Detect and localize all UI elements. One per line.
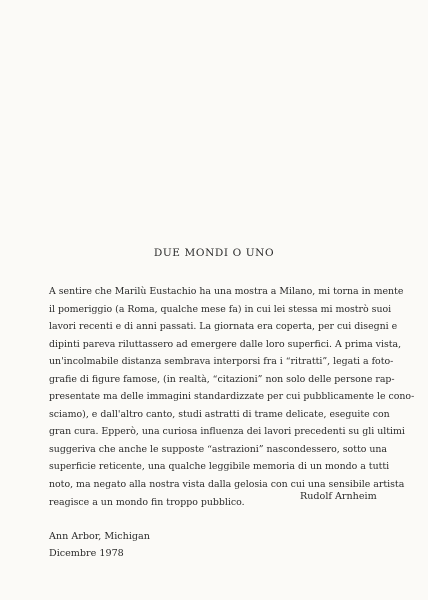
place-line: Ann Arbor, Michigan (49, 531, 150, 542)
paragraph-line: suggeriva che anche le supposte “astrazioni” nascondessero, sotto una (49, 443, 388, 455)
paragraph-line: A sentire che Marilù Eustachio ha una mostra a Milano, mi torna in mente (49, 286, 404, 297)
page-title: DUE MONDI O UNO (153, 247, 275, 259)
body-paragraph (49, 283, 415, 511)
paragraph-line: noto, ma negato alla nostra vista dalla gelosia con cui una sensibile artista (49, 479, 405, 491)
paragraph-line: lavori recenti e di anni passati. La giornata era coperta, per cui disegni e (49, 321, 398, 333)
author-signature: Rudolf Arnheim (300, 491, 377, 502)
paragraph-line: sciamo), e dall'altro canto, studi astratti di trame delicate, eseguite con (49, 408, 390, 420)
date-line: Dicembre 1978 (49, 548, 124, 559)
paragraph-line: il pomeriggio (a Roma, qualche mese fa) in cui lei stessa mi mostrò suoi (49, 303, 392, 315)
paragraph-line: un'incolmabile distanza sembrava interporsi fra i “ritratti”, legati a foto- (49, 356, 394, 368)
paragraph-line: dipinti pareva riluttassero ad emergere dalle loro superfici. A prima vista, (49, 338, 402, 350)
paragraph-line: superficie reticente, una qualche leggibile memoria di un mondo a tutti (49, 461, 390, 473)
paragraph-line: reagisce a un mondo fin troppo pubblico. (49, 496, 245, 508)
paragraph-line: presentate ma delle immagini standardizzate per cui pubblicamente le cono- (49, 391, 415, 403)
paragraph-line: grafie di figure famose, (in realtà, “citazioni” non solo delle persone rap- (49, 373, 395, 385)
paragraph-line: gran cura. Epperò, una curiosa influenza dei lavori precedenti su gli ultimi (49, 426, 405, 438)
